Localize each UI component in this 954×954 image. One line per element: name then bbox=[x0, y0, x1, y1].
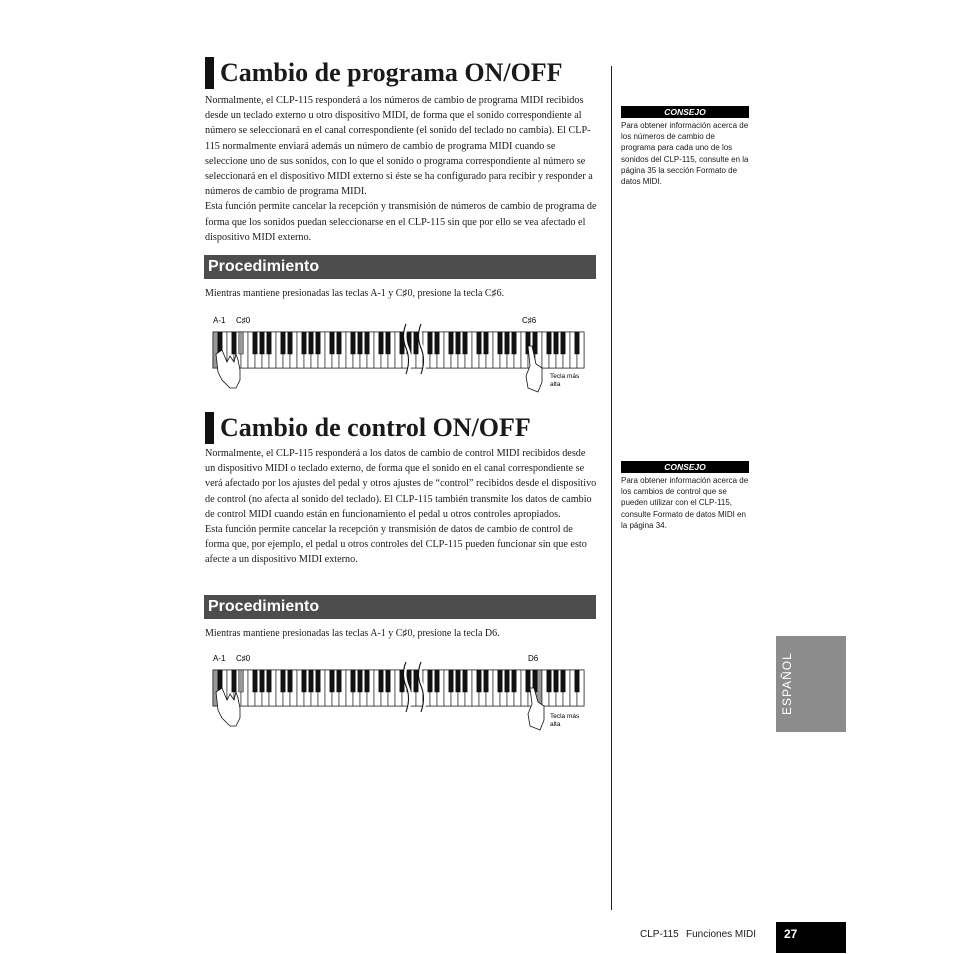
black-key bbox=[239, 332, 243, 354]
black-key bbox=[386, 332, 390, 354]
key-label-csharp0: C♯0 bbox=[236, 654, 251, 663]
black-key bbox=[309, 670, 313, 692]
black-key bbox=[260, 670, 264, 692]
tip-heading: CONSEJO bbox=[621, 461, 749, 473]
tip-text: Para obtener información acerca de los números de cambio de programa para cada uno de los sonidos del CLP-115, consulte en la página 35 la sección Formato de datos MIDI. bbox=[621, 121, 749, 187]
key-label-a-1: A-1 bbox=[213, 316, 226, 325]
black-key bbox=[554, 670, 558, 692]
black-key bbox=[330, 332, 334, 354]
paragraph: Esta función permite cancelar la recepción y transmisión de datos de cambio de control de forma que, por ejemplo, el pedal u otros controles del CLP-115 pueden funcionar sin que esto afecte a un dispositivo MIDI externo. bbox=[205, 524, 587, 566]
black-key bbox=[358, 332, 362, 354]
black-key bbox=[428, 670, 432, 692]
black-key bbox=[463, 332, 467, 354]
black-key bbox=[484, 670, 488, 692]
keyboard-diagram bbox=[200, 310, 595, 395]
black-key bbox=[260, 332, 264, 354]
section-title-control-change: Cambio de control ON/OFF bbox=[205, 412, 531, 444]
black-key bbox=[554, 332, 558, 354]
black-key bbox=[379, 332, 383, 354]
key-label-a-1: A-1 bbox=[213, 654, 226, 663]
footer-section: Funciones MIDI bbox=[686, 929, 757, 940]
black-key bbox=[267, 332, 271, 354]
black-key bbox=[533, 332, 537, 354]
black-key bbox=[253, 332, 257, 354]
black-key bbox=[561, 670, 565, 692]
black-key bbox=[358, 670, 362, 692]
procedure-heading: Procedimiento bbox=[204, 255, 596, 279]
black-key bbox=[267, 670, 271, 692]
black-key bbox=[365, 670, 369, 692]
tip-heading: CONSEJO bbox=[621, 106, 749, 118]
black-key bbox=[316, 670, 320, 692]
black-key bbox=[281, 332, 285, 354]
key-caption: alta bbox=[550, 381, 561, 388]
black-key bbox=[477, 332, 481, 354]
black-key bbox=[253, 670, 257, 692]
black-key bbox=[512, 332, 516, 354]
black-key bbox=[428, 332, 432, 354]
black-key bbox=[232, 670, 236, 692]
black-key bbox=[435, 332, 439, 354]
black-key bbox=[526, 670, 530, 692]
black-key bbox=[302, 332, 306, 354]
black-key bbox=[547, 332, 551, 354]
black-key bbox=[386, 670, 390, 692]
procedure-instruction: Mientras mantiene presionadas las teclas A-1 y C♯0, presione la tecla D6. bbox=[205, 628, 500, 639]
paragraph: Normalmente, el CLP-115 responderá a los datos de cambio de control MIDI recibidos desde un dispositivo MIDI o teclado externo, de forma que el sonido en el canal correspondiente se verá afectado por los ajustes del pedal y otros ajustes de “control” recibidos desde el dispositivo de control (no afecta al sonido del teclado). El CLP-115 también transmite los datos de cambio de control MIDI cuando están en funcionamiento el pedal u otros controles apropiados. bbox=[205, 448, 597, 520]
column-divider bbox=[611, 66, 612, 910]
section2-body bbox=[205, 446, 597, 568]
black-key bbox=[575, 670, 579, 692]
black-key bbox=[561, 332, 565, 354]
tip-text: Para obtener información acerca de los cambios de control que se pueden utilizar con el CLP-115, consulte Formato de datos MIDI en la página 34. bbox=[621, 476, 749, 530]
section1-body bbox=[205, 93, 597, 245]
black-key bbox=[414, 670, 418, 692]
key-caption: Tecla más bbox=[550, 373, 580, 380]
black-key bbox=[414, 332, 418, 354]
paragraph: Esta función permite cancelar la recepción y transmisión de números de cambio de programa de forma que los sonidos puedan seleccionarse en el CLP-115 sin que por ello se vea afectado el dispositivo MIDI externo. bbox=[205, 201, 597, 243]
black-key bbox=[232, 332, 236, 354]
black-key bbox=[575, 332, 579, 354]
black-key bbox=[365, 332, 369, 354]
language-label: ESPAÑOL bbox=[780, 652, 794, 716]
key-label-target: D6 bbox=[528, 654, 539, 663]
black-key bbox=[547, 670, 551, 692]
key-caption: Tecla más bbox=[550, 713, 580, 720]
black-key bbox=[330, 670, 334, 692]
black-key bbox=[505, 670, 509, 692]
black-key bbox=[512, 670, 516, 692]
paragraph: Normalmente, el CLP-115 responderá a los números de cambio de programa MIDI recibidos desde un teclado externo u otro dispositivo MIDI, de forma que el sonido correspondiente al número se seleccionará en el canal correspondiente (el sonido del teclado no cambia). El CLP-115 normalmente enviará además un número de cambio de programa MIDI cuando se seleccione uno de sus sonidos, con lo que el sonido o programa correspondiente al número se seleccionará en el dispositivo MIDI externo si éste se ha configurado para recibir y responder a números de cambio de programa MIDI. bbox=[205, 95, 593, 198]
footer-model: CLP-115 bbox=[640, 929, 679, 940]
black-key bbox=[456, 670, 460, 692]
black-key bbox=[281, 670, 285, 692]
black-key bbox=[498, 670, 502, 692]
key-caption: alta bbox=[550, 721, 561, 728]
black-key bbox=[351, 332, 355, 354]
black-key bbox=[288, 332, 292, 354]
section-title-program-change: Cambio de programa ON/OFF bbox=[205, 57, 563, 89]
black-key bbox=[456, 332, 460, 354]
black-key bbox=[498, 332, 502, 354]
black-key bbox=[316, 332, 320, 354]
black-key bbox=[435, 670, 439, 692]
keyboard-diagram bbox=[200, 648, 595, 733]
black-key bbox=[477, 670, 481, 692]
black-key bbox=[288, 670, 292, 692]
key-label-csharp0: C♯0 bbox=[236, 316, 251, 325]
keyboard-keys bbox=[213, 662, 584, 712]
procedure-instruction: Mientras mantiene presionadas las teclas A-1 y C♯0, presione la tecla C♯6. bbox=[205, 288, 505, 299]
black-key bbox=[337, 332, 341, 354]
black-key bbox=[239, 670, 243, 692]
black-key bbox=[449, 670, 453, 692]
black-key bbox=[309, 332, 313, 354]
black-key bbox=[337, 670, 341, 692]
black-key bbox=[463, 670, 467, 692]
black-key bbox=[484, 332, 488, 354]
language-tab bbox=[776, 636, 846, 732]
key-label-target: C♯6 bbox=[522, 316, 537, 325]
black-key bbox=[379, 670, 383, 692]
black-key bbox=[449, 332, 453, 354]
procedure-heading: Procedimiento bbox=[204, 595, 596, 619]
page-number: 27 bbox=[776, 922, 846, 953]
black-key bbox=[505, 332, 509, 354]
black-key bbox=[351, 670, 355, 692]
black-key bbox=[302, 670, 306, 692]
